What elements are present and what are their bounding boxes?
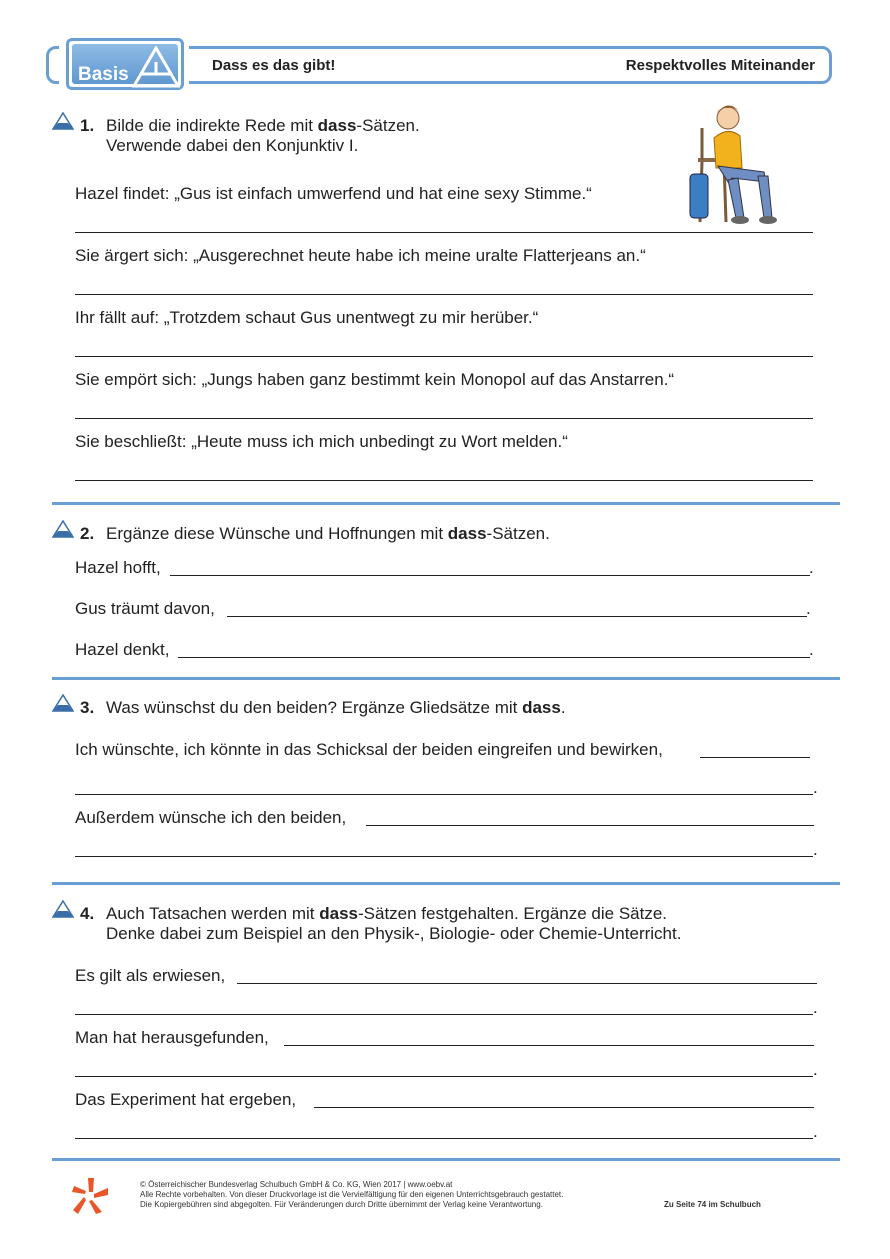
task-2-number: 2. [80,524,95,543]
section-divider [52,677,840,680]
pyramid-icon [52,520,74,538]
section-divider [52,882,840,885]
task-4-instruction-line2: Denke dabei zum Beispiel an den Physik-, Biologie- oder Chemie-Unterricht. [106,924,682,943]
task-2-item: Hazel denkt, [75,640,170,659]
task-1-item: Sie beschließt: „Heute muss ich mich unbedingt zu Wort melden.“ [75,432,568,451]
answer-line[interactable] [178,657,810,658]
answer-line[interactable] [366,825,814,826]
textbook-reference: Zu Seite 74 im Schulbuch [664,1200,761,1209]
period: . [806,599,811,618]
period: . [813,778,818,797]
task-1-item: Sie ärgert sich: „Ausgerechnet heute habe ich meine uralte Flatterjeans an.“ [75,246,646,265]
task-1-item: Hazel findet: „Gus ist einfach umwerfend und hat eine sexy Stimme.“ [75,184,592,203]
task-2-instruction: Ergänze diese Wünsche und Hoffnungen mit dass-Sätzen. [106,524,550,543]
answer-line[interactable] [75,418,813,419]
answer-line[interactable] [75,232,813,233]
basis-badge [66,38,184,90]
copyright-line: © Österreichischer Bundesverlag Schulbuch GmbH & Co. KG, Wien 2017 | www.oebv.at [140,1180,453,1189]
section-divider [52,502,840,505]
answer-line[interactable] [75,356,813,357]
task-3-instruction: Was wünschst du den beiden? Ergänze Gliedsätze mit dass. [106,698,566,717]
answer-line[interactable] [237,983,817,984]
period: . [813,840,818,859]
task-4-number: 4. [80,904,95,923]
task-1-instruction-line2: Verwende dabei den Konjunktiv I. [106,136,359,155]
task-4-item: Man hat herausgefunden, [75,1028,269,1047]
rights-line: Alle Rechte vorbehalten. Von dieser Druckvorlage ist die Vervielfältigung für den eigenen Unterrichtsgebrauch gestattet. [140,1190,564,1199]
answer-line[interactable] [75,1014,813,1015]
period: . [809,558,814,577]
answer-line[interactable] [75,794,813,795]
task-2-item: Hazel hofft, [75,558,161,577]
period: . [813,1060,818,1079]
answer-line[interactable] [75,1138,813,1139]
basis-label: Basis [78,64,129,85]
answer-line[interactable] [75,294,813,295]
task-1-number: 1. [80,116,95,135]
answer-line[interactable] [75,856,813,857]
period: . [813,998,818,1017]
worksheet-topic: Respektvolles Miteinander [625,57,815,74]
disclaimer-line: Die Kopiergebühren sind abgegolten. Für Veränderungen durch Dritte übernimmt der Verlag keine Verantwortung. [140,1200,543,1209]
period: . [809,640,814,659]
answer-line[interactable] [170,575,810,576]
task-3-item: Ich wünschte, ich könnte in das Schicksal der beiden eingreifen und bewirken, [75,740,663,759]
answer-line[interactable] [314,1107,814,1108]
task-1-item: Sie empört sich: „Jungs haben ganz bestimmt kein Monopol auf das Anstarren.“ [75,370,675,389]
task-3-item: Außerdem wünsche ich den beiden, [75,808,347,827]
pyramid-icon [132,46,180,88]
pyramid-icon [52,112,74,130]
task-2-item: Gus träumt davon, [75,599,215,618]
task-1-item: Ihr fällt auf: „Trotzdem schaut Gus unentwegt zu mir herüber.“ [75,308,539,327]
task-1-instruction: Bilde die indirekte Rede mit dass-Sätzen. [106,116,420,135]
period: . [813,1122,818,1141]
task-4-item: Das Experiment hat ergeben, [75,1090,297,1109]
task-4-item: Es gilt als erwiesen, [75,966,226,985]
task-3-number: 3. [80,698,95,717]
answer-line[interactable] [227,616,807,617]
answer-line[interactable] [75,1076,813,1077]
worksheet-title: Dass es das gibt! [212,57,336,74]
answer-line[interactable] [700,757,810,758]
pyramid-icon [52,694,74,712]
section-divider [52,1158,840,1161]
answer-line[interactable] [284,1045,814,1046]
pyramid-icon [52,900,74,918]
answer-line[interactable] [75,480,813,481]
oebv-logo [70,1176,110,1216]
task-4-instruction: Auch Tatsachen werden mit dass-Sätzen festgehalten. Ergänze die Sätze. [106,904,668,923]
student-on-chair-illustration [688,98,780,226]
